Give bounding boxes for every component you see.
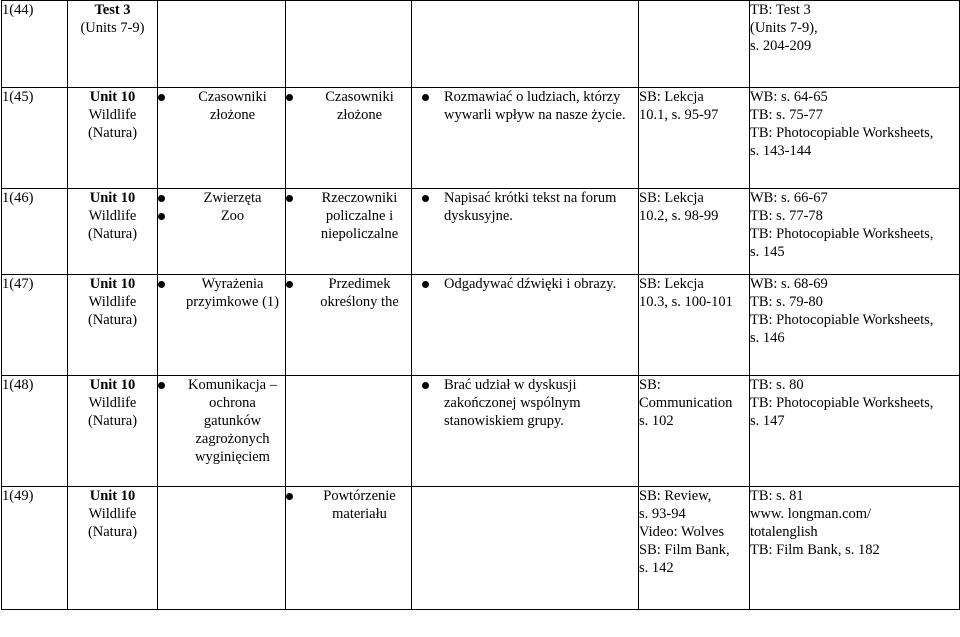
lesson-number: 1(47) (2, 276, 34, 292)
student-book-ref: Video: Wolves (639, 524, 725, 540)
workbook-cell (750, 376, 960, 487)
unit-subtitle (68, 106, 157, 142)
workbook-cell (750, 189, 960, 275)
student-book-ref: s. 93-94 (639, 506, 686, 522)
workbook-ref: s. 147 (750, 413, 785, 429)
student-book-ref: Communication (639, 395, 733, 411)
lesson-number: 1(45) (2, 89, 34, 105)
vocabulary-cell (286, 1, 412, 88)
unit-subtitle-line: (Units 7-9) (80, 20, 145, 36)
student-book-cell (639, 88, 750, 189)
grammar-item: Czasowniki złożone (158, 88, 285, 124)
lesson-number-cell (2, 275, 68, 376)
grammar-item: Zwierzęta (158, 189, 285, 207)
lesson-number-cell (2, 88, 68, 189)
unit-title: Unit 10 (89, 89, 136, 105)
grammar-cell (158, 487, 286, 610)
student-book-cell (639, 487, 750, 610)
skills-cell (412, 88, 639, 189)
unit-subtitle-line: Wildlife (88, 107, 137, 123)
student-book-cell (639, 376, 750, 487)
table-row (2, 487, 960, 610)
skills-list (422, 189, 638, 225)
vocabulary-cell (286, 189, 412, 275)
unit-subtitle-line: (Natura) (87, 413, 138, 429)
unit-subtitle-line: Wildlife (88, 506, 137, 522)
student-book-refs (639, 189, 749, 225)
vocabulary-list (286, 487, 411, 523)
workbook-ref: TB: s. 79-80 (750, 294, 823, 310)
unit-cell (68, 275, 158, 376)
skills-cell (412, 487, 639, 610)
student-book-refs (639, 88, 749, 124)
grammar-item: Zoo (158, 207, 285, 225)
vocabulary-item: Rzeczowniki policzalne i niepoliczalne (286, 189, 411, 243)
unit-subtitle (68, 207, 157, 243)
student-book-cell (639, 1, 750, 88)
skills-list (422, 275, 638, 293)
student-book-ref: 10.1, s. 95-97 (639, 107, 719, 123)
skills-cell (412, 275, 639, 376)
workbook-ref: s. 143-144 (750, 143, 812, 159)
grammar-cell (158, 376, 286, 487)
grammar-list (158, 376, 285, 466)
grammar-list (158, 88, 285, 124)
grammar-cell (158, 189, 286, 275)
unit-subtitle (68, 19, 157, 37)
skills-item: Brać udział w dyskusji zakończonej wspólnym stanowiskiem grupy. (422, 376, 638, 430)
unit-subtitle-line: Wildlife (88, 294, 137, 310)
skills-cell (412, 1, 639, 88)
table-row (2, 1, 960, 88)
unit-title: Test 3 (94, 2, 131, 18)
workbook-ref: TB: s. 80 (750, 377, 804, 393)
table-row (2, 275, 960, 376)
unit-cell (68, 376, 158, 487)
unit-subtitle (68, 505, 157, 541)
workbook-ref: (Units 7-9), (750, 20, 818, 36)
student-book-ref: SB: Lekcja (639, 276, 704, 292)
workbook-cell (750, 88, 960, 189)
vocabulary-item: Czasowniki złożone (286, 88, 411, 124)
workbook-ref: s. 146 (750, 330, 785, 346)
lesson-number-cell (2, 189, 68, 275)
skills-item: Odgadywać dźwięki i obrazy. (422, 275, 638, 293)
unit-subtitle-line: (Natura) (87, 524, 138, 540)
unit-subtitle-line: (Natura) (87, 226, 138, 242)
skills-list (422, 88, 638, 124)
student-book-cell (639, 275, 750, 376)
student-book-ref: s. 102 (639, 413, 674, 429)
table-row (2, 189, 960, 275)
student-book-ref: SB: Lekcja (639, 89, 704, 105)
workbook-ref: totalenglish (750, 524, 818, 540)
student-book-ref: 10.2, s. 98-99 (639, 208, 719, 224)
workbook-ref: TB: s. 81 (750, 488, 804, 504)
workbook-ref: s. 204-209 (750, 38, 812, 54)
student-book-ref: SB: Lekcja (639, 190, 704, 206)
unit-cell (68, 189, 158, 275)
grammar-cell (158, 1, 286, 88)
vocabulary-list (286, 189, 411, 243)
vocabulary-item: Powtórzenie materiału (286, 487, 411, 523)
lesson-number-cell (2, 487, 68, 610)
workbook-refs (750, 376, 959, 430)
vocabulary-cell (286, 376, 412, 487)
workbook-cell (750, 487, 960, 610)
workbook-ref: WB: s. 66-67 (750, 190, 828, 206)
table-row (2, 376, 960, 487)
workbook-cell (750, 1, 960, 88)
lesson-number: 1(44) (2, 2, 34, 18)
grammar-list (158, 189, 285, 225)
lesson-number-cell (2, 376, 68, 487)
unit-subtitle-line: (Natura) (87, 312, 138, 328)
workbook-refs (750, 487, 959, 559)
workbook-refs (750, 275, 959, 347)
vocabulary-item: Przedimek określony the (286, 275, 411, 311)
unit-title: Unit 10 (89, 190, 136, 206)
vocabulary-cell (286, 275, 412, 376)
student-book-refs (639, 376, 749, 430)
workbook-ref: TB: Photocopiable Worksheets, (750, 312, 934, 328)
lesson-number-cell (2, 1, 68, 88)
lesson-number: 1(49) (2, 488, 34, 504)
unit-cell (68, 88, 158, 189)
vocabulary-cell (286, 487, 412, 610)
skills-item: Rozmawiać o ludziach, którzy wywarli wpływ na nasze życie. (422, 88, 638, 124)
grammar-item: Komunikacja – ochrona gatunków zagrożonych wyginięciem (158, 376, 285, 466)
vocabulary-list (286, 275, 411, 311)
table-row (2, 88, 960, 189)
student-book-ref: SB: Film Bank, (639, 542, 730, 558)
student-book-refs (639, 487, 749, 577)
unit-cell (68, 1, 158, 88)
vocabulary-cell (286, 88, 412, 189)
lesson-number: 1(46) (2, 190, 34, 206)
skills-cell (412, 376, 639, 487)
skills-cell (412, 189, 639, 275)
workbook-ref: www. longman.com/ (750, 506, 872, 522)
student-book-cell (639, 189, 750, 275)
student-book-ref: 10.3, s. 100-101 (639, 294, 733, 310)
student-book-refs (639, 275, 749, 311)
workbook-ref: TB: s. 75-77 (750, 107, 823, 123)
workbook-cell (750, 275, 960, 376)
grammar-list (158, 275, 285, 311)
workbook-ref: TB: Film Bank, s. 182 (750, 542, 880, 558)
unit-title: Unit 10 (89, 377, 136, 393)
student-book-ref: SB: (639, 377, 661, 393)
unit-title: Unit 10 (89, 276, 136, 292)
workbook-ref: TB: Photocopiable Worksheets, (750, 395, 934, 411)
workbook-refs (750, 88, 959, 160)
student-book-ref: s. 142 (639, 560, 674, 576)
grammar-cell (158, 88, 286, 189)
workbook-ref: TB: Photocopiable Worksheets, (750, 226, 934, 242)
grammar-cell (158, 275, 286, 376)
workbook-refs (750, 189, 959, 261)
unit-title: Unit 10 (89, 488, 136, 504)
unit-cell (68, 487, 158, 610)
skills-item: Napisać krótki tekst na forum dyskusyjne. (422, 189, 638, 225)
unit-subtitle (68, 394, 157, 430)
unit-subtitle-line: Wildlife (88, 208, 137, 224)
workbook-refs (750, 1, 959, 55)
lesson-number: 1(48) (2, 377, 34, 393)
workbook-ref: WB: s. 68-69 (750, 276, 828, 292)
lesson-plan-table (1, 0, 960, 610)
grammar-item: Wyrażenia przyimkowe (1) (158, 275, 285, 311)
workbook-ref: WB: s. 64-65 (750, 89, 828, 105)
unit-subtitle-line: (Natura) (87, 125, 138, 141)
workbook-ref: s. 145 (750, 244, 785, 260)
vocabulary-list (286, 88, 411, 124)
workbook-ref: TB: Photocopiable Worksheets, (750, 125, 934, 141)
student-book-ref: SB: Review, (639, 488, 712, 504)
unit-subtitle (68, 293, 157, 329)
skills-list (422, 376, 638, 430)
workbook-ref: TB: Test 3 (750, 2, 811, 18)
unit-subtitle-line: Wildlife (88, 395, 137, 411)
workbook-ref: TB: s. 77-78 (750, 208, 823, 224)
